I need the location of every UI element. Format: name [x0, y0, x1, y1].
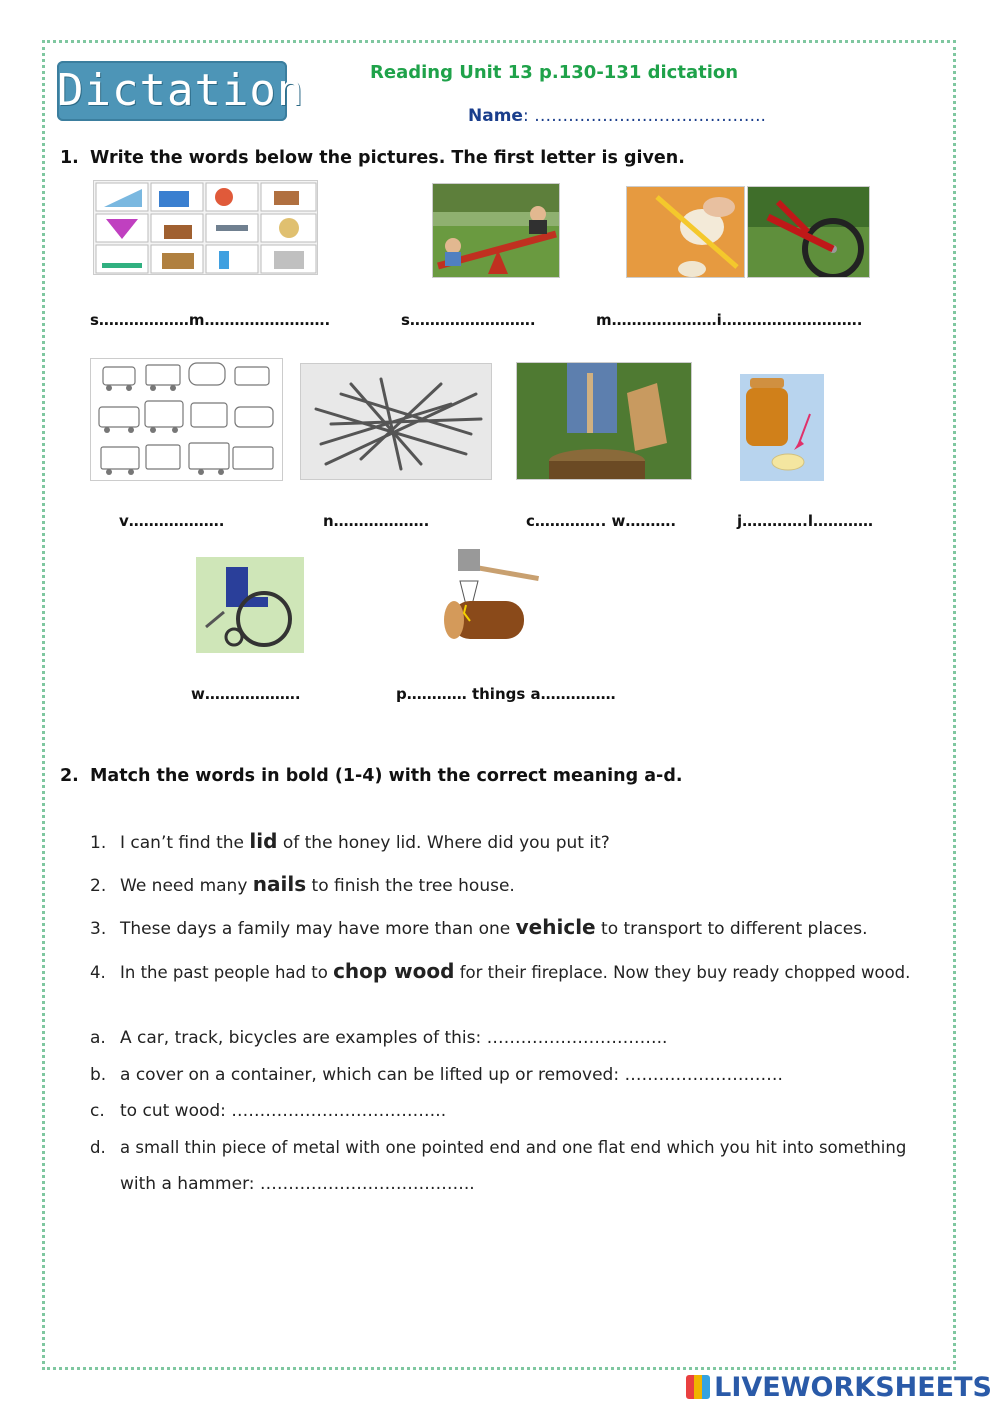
liveworksheets-icon: [686, 1375, 710, 1399]
wedge-log-picture: [440, 543, 540, 648]
sentence-3-bold: vehicle: [515, 915, 596, 939]
meaning-b-text: a cover on a container, which can be lifted up or removed: ……………………….: [120, 1065, 783, 1085]
sentence-3-post: to transport to different places.: [595, 919, 868, 939]
meaning-d[interactable]: [90, 1138, 906, 1157]
liveworksheets-logo: [686, 1372, 992, 1403]
question-2-number: 2.: [60, 766, 79, 786]
seesaw-icon: [433, 184, 560, 278]
answer-blank-6[interactable]: c………….. w……….: [526, 512, 677, 530]
seesaw-picture: [432, 183, 560, 278]
sentence-3: [90, 915, 868, 939]
name-field[interactable]: [468, 106, 766, 126]
bicycle-wheel-icon: [748, 187, 870, 278]
axe-log-icon: [517, 363, 692, 480]
meaning-c-text: to cut wood: ………………………………..: [120, 1101, 447, 1121]
sentence-4-number: 4.: [90, 963, 106, 982]
sentence-4-post: for their fireplace. Now they buy ready chopped wood.: [454, 963, 911, 982]
meaning-d-cont-text: with a hammer: ………………………………..: [120, 1174, 475, 1194]
chopping-wood-picture: [516, 362, 692, 480]
sentence-1-pre: I can’t find the: [120, 833, 250, 853]
jar-lid-icon: [740, 374, 824, 481]
sentence-2-post: to finish the tree house.: [306, 876, 515, 896]
vehicles-icon: [91, 359, 283, 481]
sentence-1: [90, 829, 610, 853]
sentence-2-pre: We need many: [120, 876, 253, 896]
dictation-logo: [57, 61, 305, 121]
meaning-d-continued[interactable]: [90, 1174, 475, 1194]
answer-blank-1[interactable]: s………………m…………………….: [90, 311, 331, 329]
logo-text: Dictation: [57, 65, 305, 116]
answer-blank-7[interactable]: j………….l…………: [737, 512, 873, 530]
sentence-2-bold: nails: [252, 872, 307, 896]
question-1-number: 1.: [60, 148, 79, 168]
sentence-1-number: 1.: [90, 833, 107, 853]
meaning-a-letter: a.: [90, 1028, 106, 1048]
wheelchair-icon: [196, 557, 304, 653]
sentence-3-pre: These days a family may have more than one: [120, 919, 516, 939]
meaning-a-text: A car, track, bicycles are examples of this: …………………………..: [120, 1028, 668, 1048]
sentence-2: [90, 872, 515, 896]
meaning-b-letter: b.: [90, 1065, 107, 1085]
name-blank: : …………………………………..: [522, 106, 766, 126]
mushroom-icon: [627, 187, 745, 278]
nails-picture: [300, 363, 492, 480]
question-2: [60, 766, 683, 786]
meaning-a[interactable]: [90, 1028, 667, 1048]
sentence-4: [90, 959, 910, 983]
wheelchair-picture: [196, 557, 304, 653]
name-label: Name: [468, 106, 523, 126]
meaning-c[interactable]: [90, 1101, 446, 1121]
meaning-d-text: a small thin piece of metal with one pointed end and one flat end which you hit into something: [120, 1138, 907, 1157]
question-2-instruction: Match the words in bold (1-4) with the correct meaning a-d.: [90, 766, 683, 786]
mushroom-cutting-picture: [626, 186, 745, 278]
jar-lid-picture: [740, 374, 824, 481]
sentence-4-bold: chop wood: [333, 959, 455, 983]
worksheet-title: Reading Unit 13 p.130-131 dictation: [370, 62, 739, 83]
answer-blank-8[interactable]: w……………….: [191, 685, 301, 703]
simple-machines-picture: [93, 180, 318, 275]
sentence-3-number: 3.: [90, 919, 107, 939]
sentence-4-pre: In the past people had to: [120, 963, 334, 982]
simple-machines-grid-icon: [94, 181, 318, 275]
answer-blank-9[interactable]: p………… things a……………: [396, 685, 616, 703]
sentence-1-post: of the honey lid. Where did you put it?: [277, 833, 610, 853]
answer-blank-2[interactable]: s…………………….: [401, 311, 536, 329]
meaning-d-letter: d.: [90, 1138, 106, 1157]
hammer-wedge-log-icon: [440, 543, 540, 648]
sentence-1-bold: lid: [249, 829, 278, 853]
nails-icon: [301, 364, 492, 480]
vehicles-picture: [90, 358, 283, 481]
bicycle-picture: [747, 186, 870, 278]
question-1: [60, 148, 685, 168]
liveworksheets-text: LIVEWORKSHEETS: [714, 1372, 992, 1403]
answer-blank-3[interactable]: m…………………i……………………….: [596, 311, 863, 329]
question-1-instruction: Write the words below the pictures. The first letter is given.: [90, 148, 685, 168]
sentence-2-number: 2.: [90, 876, 107, 896]
answer-blank-5[interactable]: n……………….: [323, 512, 430, 530]
meaning-b[interactable]: [90, 1065, 783, 1085]
meaning-c-letter: c.: [90, 1101, 105, 1121]
answer-blank-4[interactable]: v……………….: [119, 512, 225, 530]
